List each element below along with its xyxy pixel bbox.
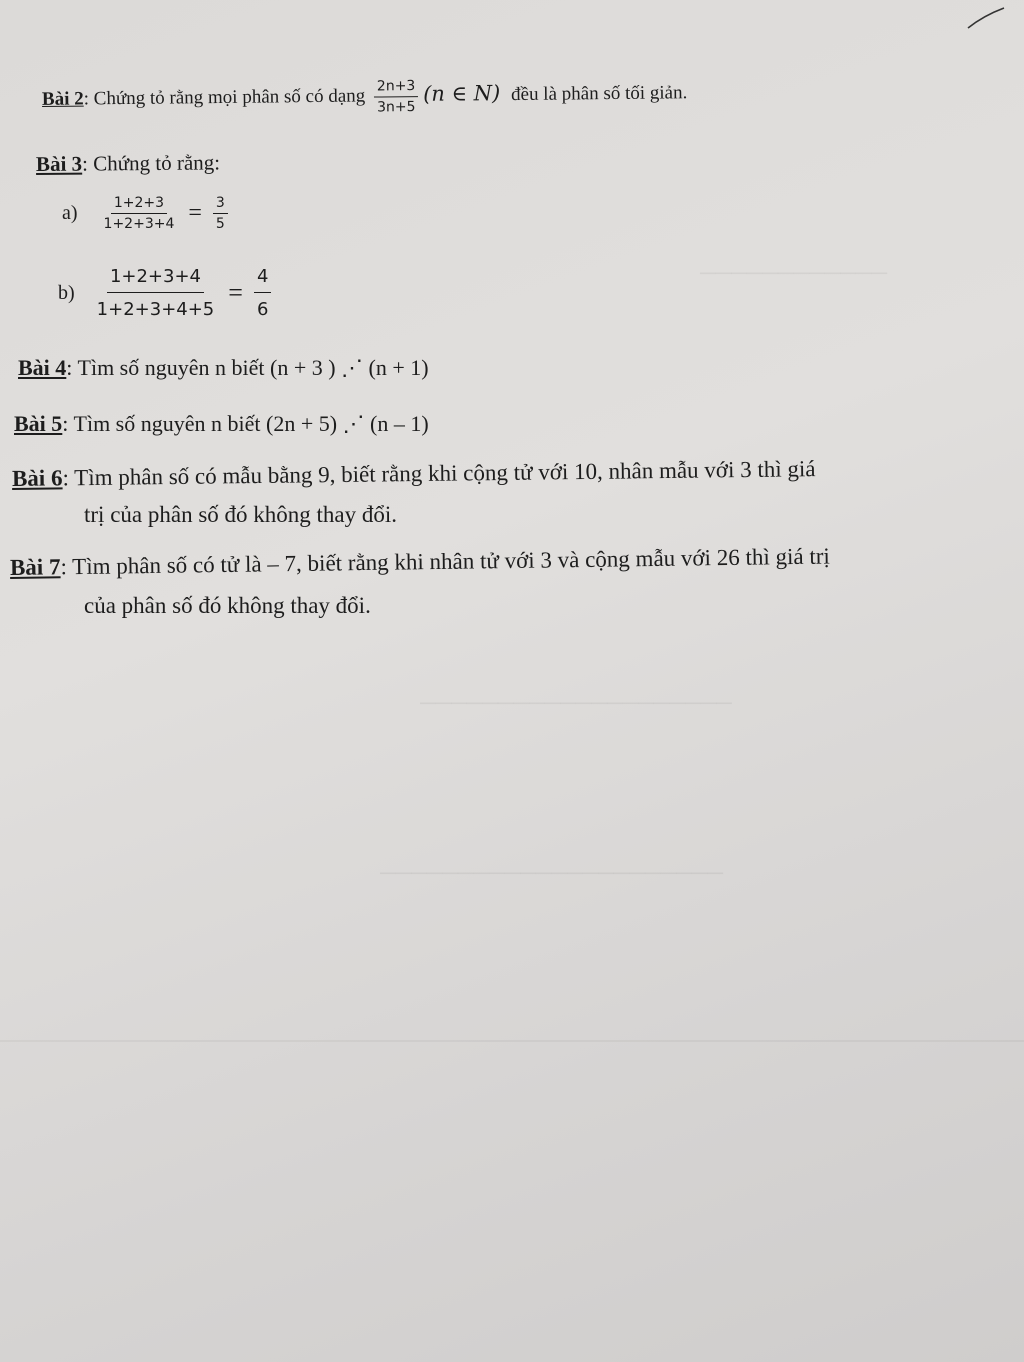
- problem-3-text: : Chứng tỏ rằng:: [81, 150, 221, 176]
- bleed-through-line: ──────────────────────: [380, 860, 723, 885]
- problem-3b-right-fraction: [254, 266, 271, 320]
- problem-6-text-continued: trị của phân số đó không thay đổi.: [84, 502, 398, 527]
- problem-7-text-continued: của phân số đó không thay đổi.: [84, 593, 371, 618]
- problem-2-conclusion: đều là phân số tối giản.: [510, 82, 688, 105]
- problem-5: [14, 411, 429, 437]
- problem-4: [18, 355, 429, 381]
- problem-5-text: : Tìm số nguyên n biết (2n + 5) ⋰ (n – 1): [62, 411, 429, 436]
- bleed-through-line: ────────────────────: [420, 690, 732, 715]
- problem-3b-marker: b): [58, 281, 75, 304]
- fraction-numerator: 1+2+3+4: [107, 266, 204, 293]
- pen-mark: [966, 6, 1006, 32]
- problem-2-label: Bài 2: [41, 88, 84, 110]
- problem-6-line-2: [84, 502, 397, 528]
- equals-sign: =: [188, 200, 202, 226]
- bleed-through-line: ────────────: [700, 260, 888, 285]
- problem-4-label: Bài 4: [18, 355, 67, 380]
- problem-7-line-2: [84, 593, 371, 619]
- problem-3a: [62, 195, 228, 232]
- fraction-denominator: 5: [215, 216, 225, 232]
- problem-2: [42, 75, 688, 119]
- problem-5-label: Bài 5: [14, 411, 63, 436]
- fraction-numerator: 4: [254, 266, 271, 293]
- problem-6-text: : Tìm phân số có mẫu bằng 9, biết rằng khi cộng tử với 10, nhân mẫu với 3 thì giá: [62, 456, 816, 491]
- problem-2-fraction: [374, 78, 419, 115]
- paper-fold: [0, 1040, 1024, 1042]
- problem-4-text: : Tìm số nguyên n biết (n + 3 ) ⋰ (n + 1): [66, 355, 429, 380]
- problem-7-label: Bài 7: [9, 554, 61, 580]
- fraction-denominator: 3n+5: [377, 99, 416, 116]
- problem-7-line-1: [10, 544, 830, 581]
- problem-2-text: : Chứng tỏ rằng mọi phân số có dạng: [83, 85, 366, 110]
- problem-3a-right-fraction: [213, 195, 228, 232]
- fraction-denominator: 1+2+3+4+5: [96, 299, 215, 320]
- fraction-denominator: 6: [256, 299, 269, 320]
- problem-3b-left-fraction: [94, 266, 218, 320]
- fraction-denominator: 1+2+3+4: [103, 216, 175, 232]
- problem-3-label: Bài 3: [35, 151, 83, 176]
- problem-6-label: Bài 6: [11, 465, 63, 491]
- problem-3: [36, 150, 220, 177]
- fraction-numerator: 2n+3: [374, 78, 419, 97]
- equals-sign: =: [228, 278, 243, 307]
- problem-7-text: : Tìm phân số có tử là – 7, biết rằng khi nhân tử với 3 và cộng mẫu với 26 thì giá trị: [60, 543, 830, 580]
- problem-3b: [58, 266, 271, 320]
- problem-2-condition: (n ∈ N): [422, 81, 501, 106]
- problem-3a-left-fraction: [101, 195, 178, 232]
- fraction-numerator: 1+2+3: [111, 195, 167, 214]
- fraction-numerator: 3: [213, 195, 228, 214]
- problem-3a-marker: a): [62, 202, 78, 224]
- problem-6-line-1: [12, 456, 816, 492]
